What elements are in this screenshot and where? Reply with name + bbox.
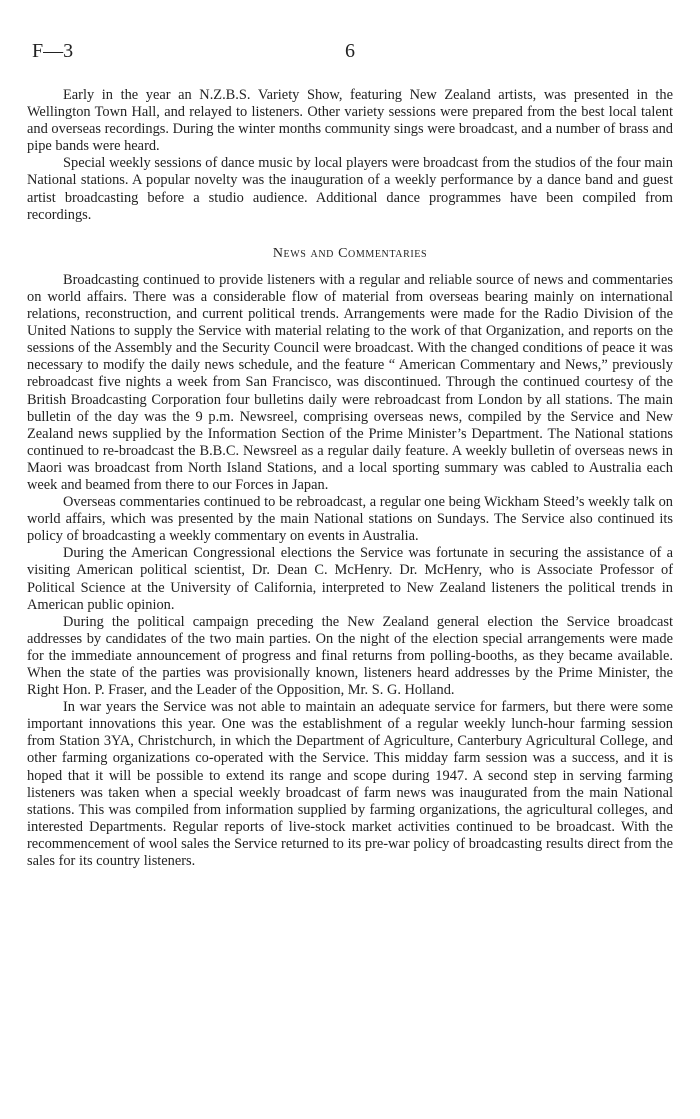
paragraph-overseas-commentaries: Overseas commentaries continued to be rebroadcast, a regular one being Wickham Steed’s weekly talk on world affairs, which was presented by the main National stations on Sundays. The Service also continued its policy of broadcasting a weekly commentary on events in Australia. bbox=[27, 494, 673, 545]
paragraph-american-elections: During the American Congressional elections the Service was fortunate in securing the assistance of a visiting American political scientist, Dr. Dean C. McHenry. Dr. McHenry, who is Associate Professor of Political Science at the University of California, interpreted to New Zealand listeners the political trends in American public opinion. bbox=[27, 545, 673, 613]
report-reference: F—3 bbox=[32, 40, 74, 62]
paragraph-nz-election: During the political campaign preceding the New Zealand general election the Service broadcast addresses by candidates of the two main parties. On the night of the election special arrangements were made for the immediate announcement of progress and final returns from polling-booths, as they became available. When the state of the parties was provisionally known, listeners heard addresses by the Prime Minister, the Right Hon. P. Fraser, and the Leader of the Opposition, Mr. S. G. Holland. bbox=[27, 613, 673, 699]
paragraph-farming: In war years the Service was not able to maintain an adequate service for farmers, but there were some important innovations this year. One was the establishment of a regular weekly lunch-hour farming session from Station 3YA, Christchurch, in which the Department of Agriculture, Canterbury Agricultural College, and other farming organizations co-operated with the Service. This midday farm session was a success, and it is hoped that it will be possible to extend its range and scope during 1947. A second step in serving farming listeners was taken when a special weekly broadcast of farm news was inaugurated from the main National stations. This was compiled from information supplied by farming organizations, the agricultural colleges, and interested Departments. Regular reports of live-stock market activities continued to be broadcast. With the recommencement of wool sales the Service returned to its pre-war policy of broadcasting results direct from the sales for its country listeners. bbox=[27, 699, 673, 870]
page-number: 6 bbox=[345, 40, 355, 62]
running-header bbox=[27, 36, 673, 66]
body-text bbox=[27, 87, 673, 870]
paragraph-dance-music: Special weekly sessions of dance music by local players were broadcast from the studios of the four main National stations. A popular novelty was the inauguration of a weekly performance by a dance band and guest artist broadcasting before a studio audience. Additional dance programmes have been compiled from recordings. bbox=[27, 155, 673, 223]
document-page bbox=[27, 36, 673, 870]
paragraph-variety-show: Early in the year an N.Z.B.S. Variety Show, featuring New Zealand artists, was presented in the Wellington Town Hall, and relayed to listeners. Other variety sessions were prepared from the best local talent and overseas recordings. During the winter months community sings were broadcast, and a number of brass and pipe bands were heard. bbox=[27, 87, 673, 155]
section-heading: News and Commentaries bbox=[272, 245, 428, 261]
paragraph-news: Broadcasting continued to provide listeners with a regular and reliable source of news and commentaries on world affairs. There was a considerable flow of material from overseas bearing mainly on international relations, reconstruction, and current political trends. Arrangements were made for the Radio Division of the United Nations to supply the Service with material relating to the work of that Organization, and reports on the sessions of the Assembly and the Security Council were broadcast. With the changed conditions of peace it was necessary to modify the daily news schedule, and the feature “ American Commentary and News,” previously rebroadcast five nights a week from San Francisco, was discontinued. Through the continued courtesy of the British Broadcasting Corporation four bulletins daily were rebroadcast from London by all stations. The main bulletin of the day was the 9 p.m. Newsreel, comprising overseas news, compiled by the Service and New Zealand news supplied by the Information Section of the Prime Minister’s Department. The National stations continued to re-broadcast the B.B.C. Newsreel as a regular daily feature. A weekly bulletin of overseas news in Maori was broadcast from North Island Stations, and a local sporting summary was cabled to Australia each week and beamed from there to our Forces in Japan. bbox=[27, 271, 673, 493]
